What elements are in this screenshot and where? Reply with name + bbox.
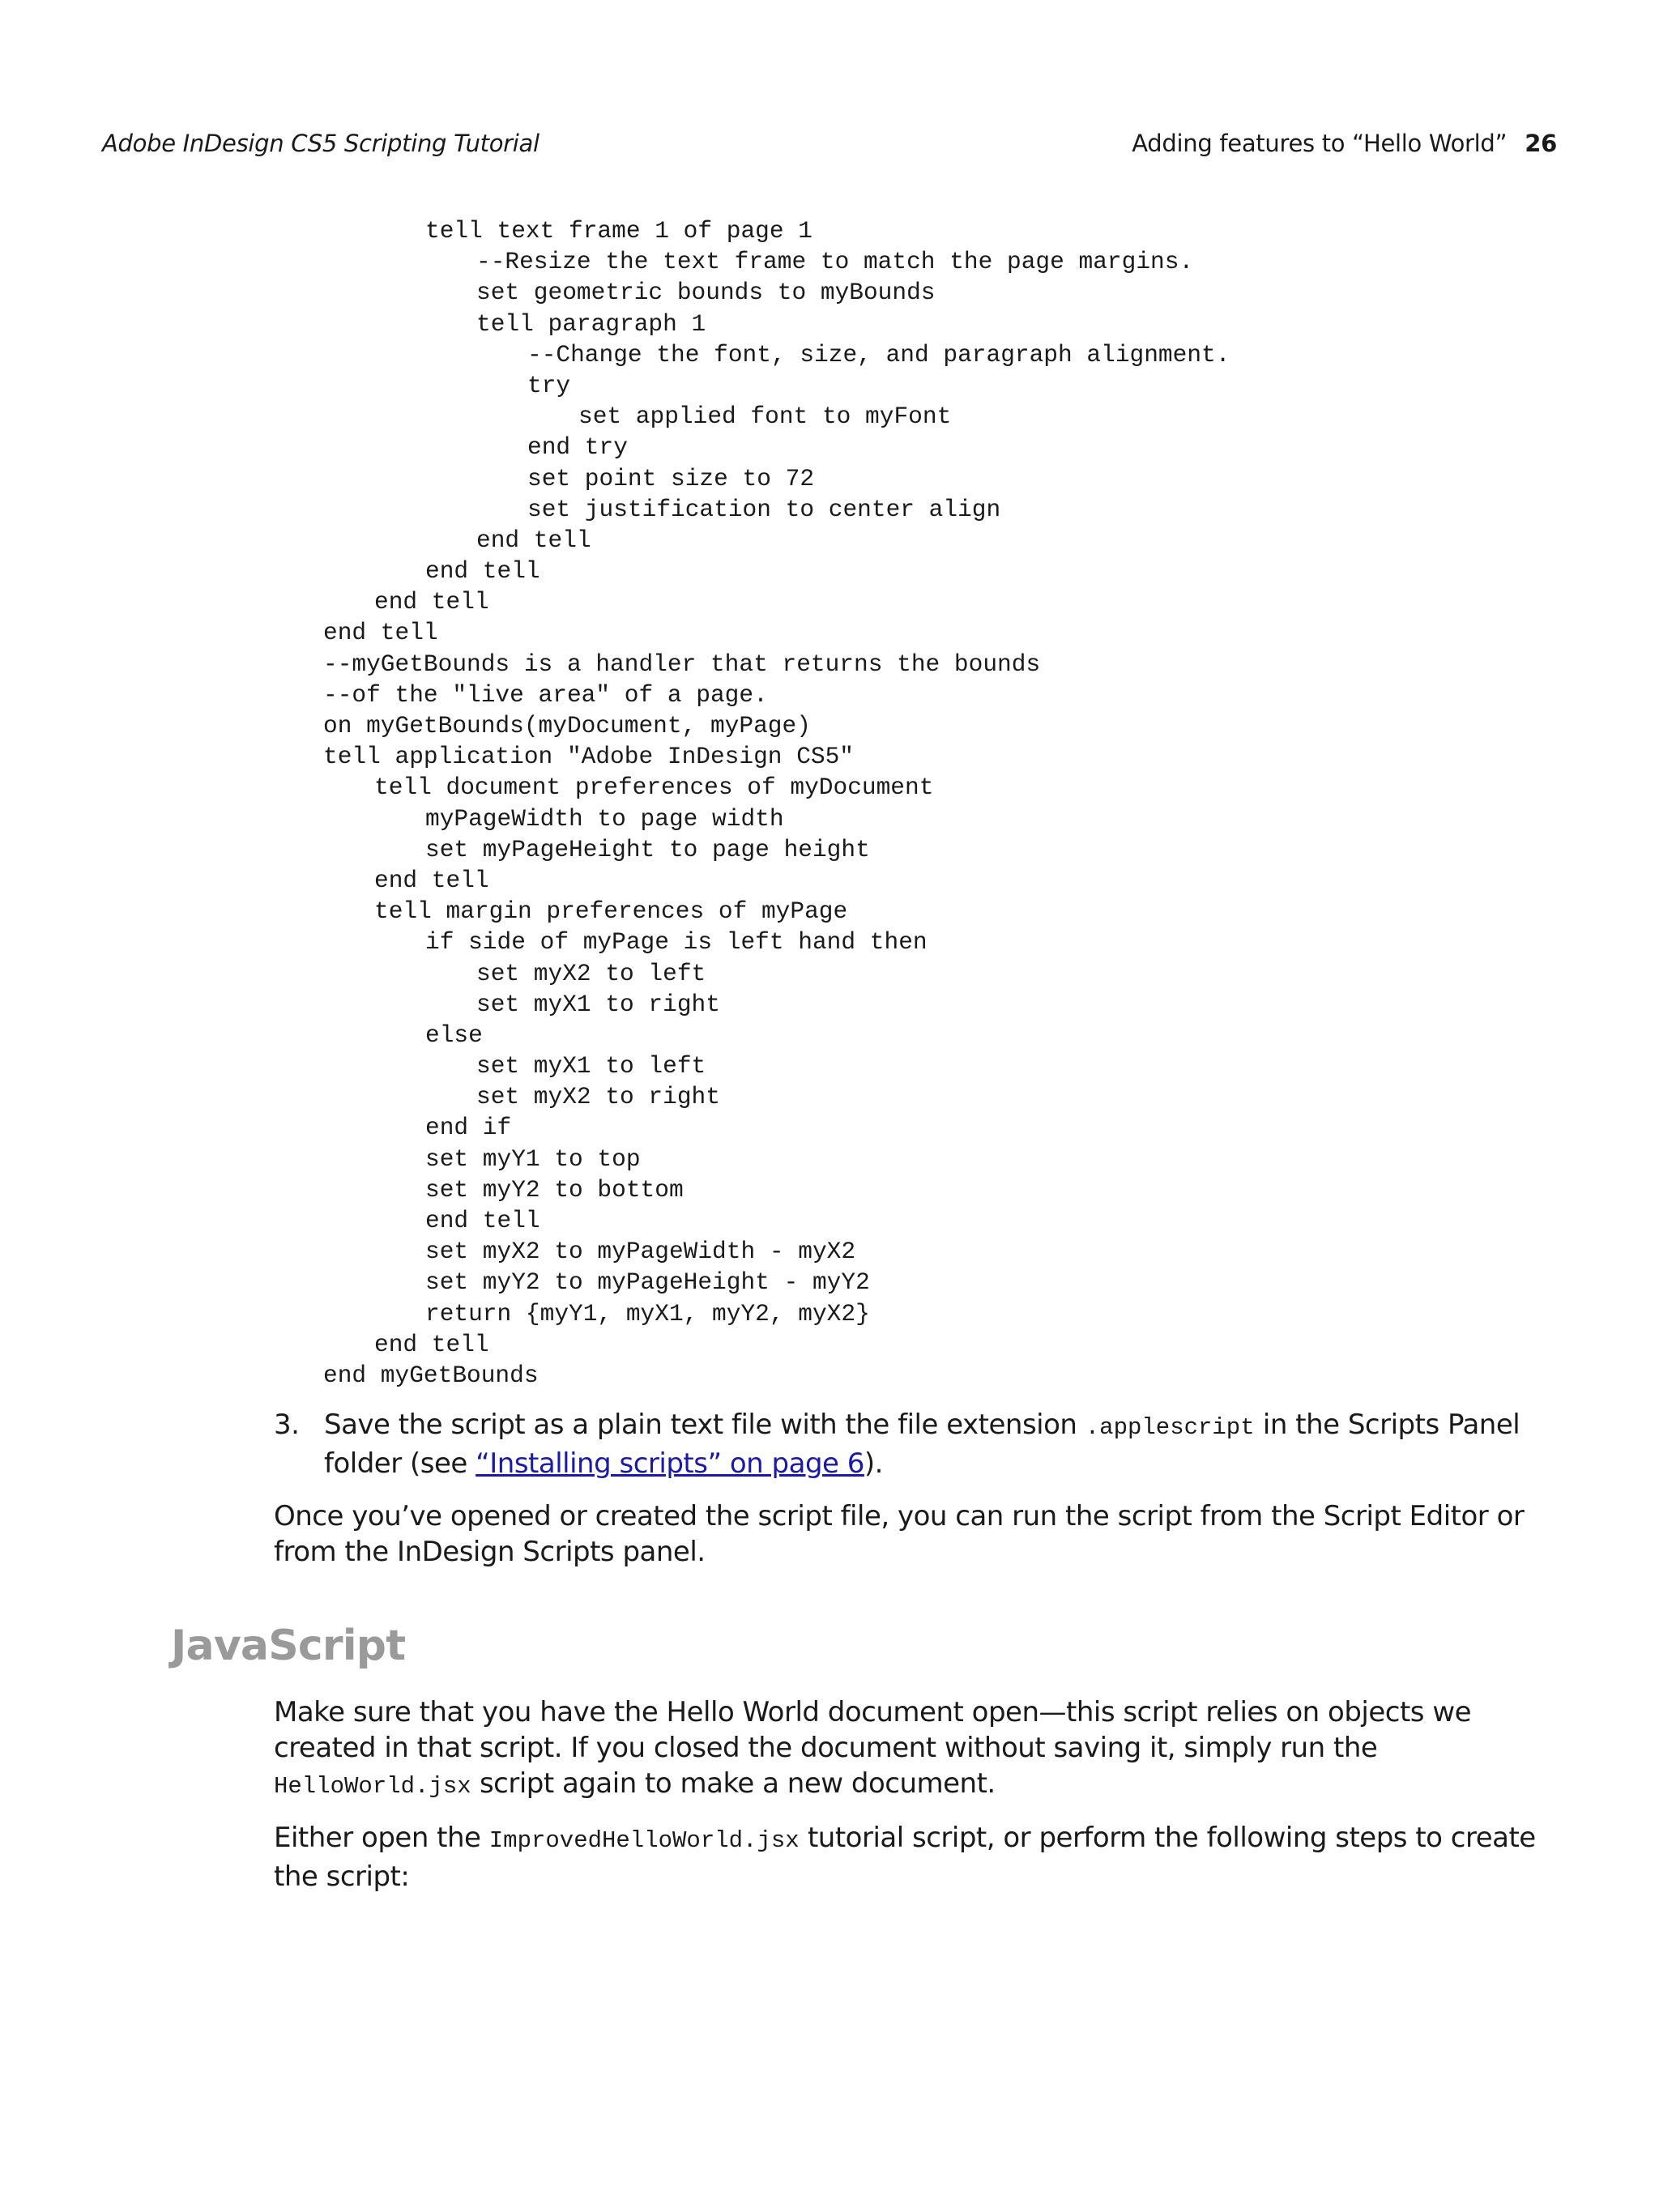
code-line: set point size to 72 <box>527 464 815 492</box>
step-number: 3. <box>274 1409 300 1441</box>
code-line: end tell <box>374 588 489 616</box>
file-extension-code: .applescript <box>1085 1414 1255 1441</box>
code-line: myPageWidth to page width <box>425 804 784 833</box>
running-header <box>102 130 1557 162</box>
code-line: --Change the font, size, and paragraph alignment. <box>527 340 1230 369</box>
code-line: set myY1 to top <box>425 1144 641 1173</box>
code-line: end myGetBounds <box>323 1361 539 1389</box>
code-line: try <box>527 371 571 399</box>
code-line: end if <box>425 1114 512 1142</box>
improvedhelloworld-jsx-code: ImprovedHelloWorld.jsx <box>488 1827 800 1854</box>
code-line: tell document preferences of myDocument <box>374 774 934 802</box>
code-line: set myPageHeight to page height <box>425 835 870 863</box>
code-line: if side of myPage is left hand then <box>425 928 928 957</box>
paragraph-text-before: Make sure that you have the Hello World document open—this script relies on objects we created in that script. If you closed the document without saving it, simply run the <box>274 1696 1472 1764</box>
code-line: on myGetBounds(myDocument, myPage) <box>323 712 811 739</box>
code-line: end tell <box>374 866 489 894</box>
code-line: set myX1 to left <box>476 1052 706 1080</box>
code-line: end tell <box>374 1330 489 1358</box>
helloworld-jsx-code: HelloWorld.jsx <box>274 1773 471 1800</box>
step-text <box>324 1407 1570 1481</box>
code-line: tell application "Adobe InDesign CS5" <box>323 743 855 771</box>
code-listing <box>323 215 1230 1391</box>
code-line: end try <box>527 433 628 462</box>
hello-world-open-paragraph <box>274 1694 1570 1805</box>
code-line: set myX1 to right <box>476 990 720 1018</box>
code-line: set myX2 to left <box>476 959 706 987</box>
code-line: set geometric bounds to myBounds <box>476 279 936 307</box>
code-line: set myX2 to right <box>476 1083 720 1111</box>
code-line: --myGetBounds is a handler that returns the bounds <box>323 650 1041 678</box>
paragraph-text-after: script again to make a new document. <box>471 1767 996 1800</box>
code-line: set myY2 to bottom <box>425 1175 684 1204</box>
step-text-after: ). <box>864 1447 883 1480</box>
section-title: Adding features to “Hello World” <box>1132 130 1508 157</box>
code-line: end tell <box>425 1207 540 1234</box>
code-line: set myX2 to myPageWidth - myX2 <box>425 1238 856 1266</box>
document-title: Adobe InDesign CS5 Scripting Tutorial <box>102 130 539 157</box>
section-title-and-page <box>1132 130 1557 157</box>
code-line: --Resize the text frame to match the page margins. <box>476 248 1194 276</box>
step-text-before: Save the script as a plain text file with the file extension <box>324 1409 1085 1441</box>
code-line: tell margin preferences of myPage <box>374 897 848 926</box>
code-line: return {myY1, myX1, myY2, myX2} <box>425 1299 870 1328</box>
code-line: tell text frame 1 of page 1 <box>425 217 812 245</box>
code-line: set myY2 to myPageHeight - myY2 <box>425 1268 870 1297</box>
paragraph-text-before: Either open the <box>274 1822 489 1854</box>
section-heading: JavaScript <box>171 1622 406 1670</box>
step-3 <box>274 1407 1570 1481</box>
step-text-middle: in the Scripts Panel folder (see <box>324 1409 1520 1480</box>
code-line: set justification to center align <box>527 495 1001 523</box>
code-line: end tell <box>476 526 591 554</box>
code-line: set applied font to myFont <box>578 403 952 431</box>
code-line: end tell <box>323 619 438 647</box>
page-number: 26 <box>1525 130 1557 157</box>
installing-scripts-link[interactable]: “Installing scripts” on page 6 <box>476 1447 864 1480</box>
code-line: --of the "live area" of a page. <box>323 680 768 709</box>
run-script-paragraph: Once you’ve opened or created the script file, you can run the script from the Script Editor or from the InDesign Scripts panel. <box>274 1500 1525 1568</box>
improved-script-paragraph <box>274 1820 1570 1894</box>
paragraph-text-after: tutorial script, or perform the following steps to create the script: <box>274 1822 1536 1893</box>
code-line: end tell <box>425 557 540 586</box>
code-line: tell paragraph 1 <box>476 309 706 338</box>
code-line: else <box>425 1021 483 1049</box>
